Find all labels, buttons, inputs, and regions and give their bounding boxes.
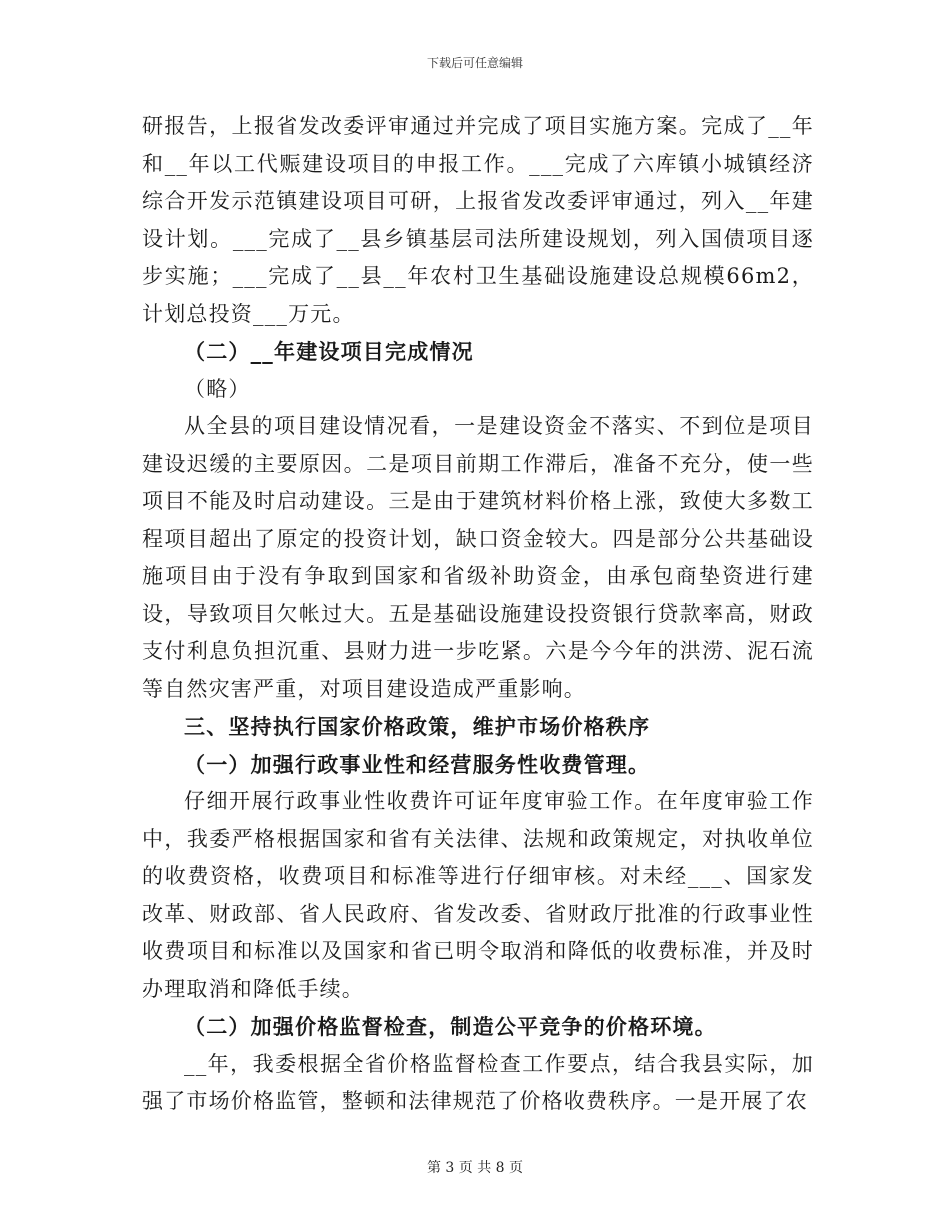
heading-fee-management: （一）加强行政事业性和经营服务性收费管理。 xyxy=(184,751,651,777)
heading-price-supervision: （二）加强价格监督检查，制造公平竞争的价格环境。 xyxy=(184,1014,717,1039)
paragraph-omitted: （略） xyxy=(184,376,251,401)
heading-construction-projects: （二）__年建设项目完成情况 xyxy=(184,339,474,364)
paragraph-project-analysis: 从全县的项目建设情况看，一是建设资金不落实、不到位是项目建设迟缓的主要原因。二是项目前期工作滞后，准备不充分，使一些项目不能及时启动建设。三是由于建筑材料价格上涨，致使大多数工程项目超出了原定的投资计划，缺口资金较大。四是部分公共基础设施项目由于没有争取到国家和省级补助资金，由承包商垫资进行建设，导致项目欠帐过大。五是基础设施建设投资银行贷款率高，财政支付利息负担沉重、县财力进一步吃紧。六是今今年的洪涝、泥石流等自然灾害严重，对项目建设造成严重影响。 xyxy=(142,414,814,701)
paragraph-market-supervision: __年，我委根据全省价格监督检查工作要点，结合我县实际，加强了市场价格监管，整顿和法律规范了价格收费秩序。一是开展了农 xyxy=(142,1051,814,1113)
document-body xyxy=(142,108,814,1121)
paragraph-fee-review: 仔细开展行政事业性收费许可证年度审验工作。在年度审验工作中，我委严格根据国家和省有关法律、法规和政策规定，对执收单位的收费资格，收费项目和标准等进行仔细审核。对未经___、国家发改革、财政部、省人民政府、省发改委、省财政厅批准的行政事业性收费项目和标准以及国家和省已明令取消和降低的收费标准，并及时办理取消和降低手续。 xyxy=(142,789,814,1001)
paragraph-project-summary: 研报告，上报省发改委评审通过并完成了项目实施方案。完成了__年和__年以工代赈建设项目的申报工作。___完成了六库镇小城镇经济综合开发示范镇建设项目可研，上报省发改委评审通过，列入__年建设计划。___完成了__县乡镇基层司法所建设规划，列入国债项目逐步实施；___完成了__县__年农村卫生基础设施建设总规模66m2，计划总投资___万元。 xyxy=(142,114,814,326)
page-header: 下载后可任意编辑 xyxy=(426,56,523,70)
page-footer: 第 3 页 共 8 页 xyxy=(426,1160,524,1176)
heading-price-policy: 三、坚持执行国家价格政策，维护市场价格秩序 xyxy=(184,714,651,739)
